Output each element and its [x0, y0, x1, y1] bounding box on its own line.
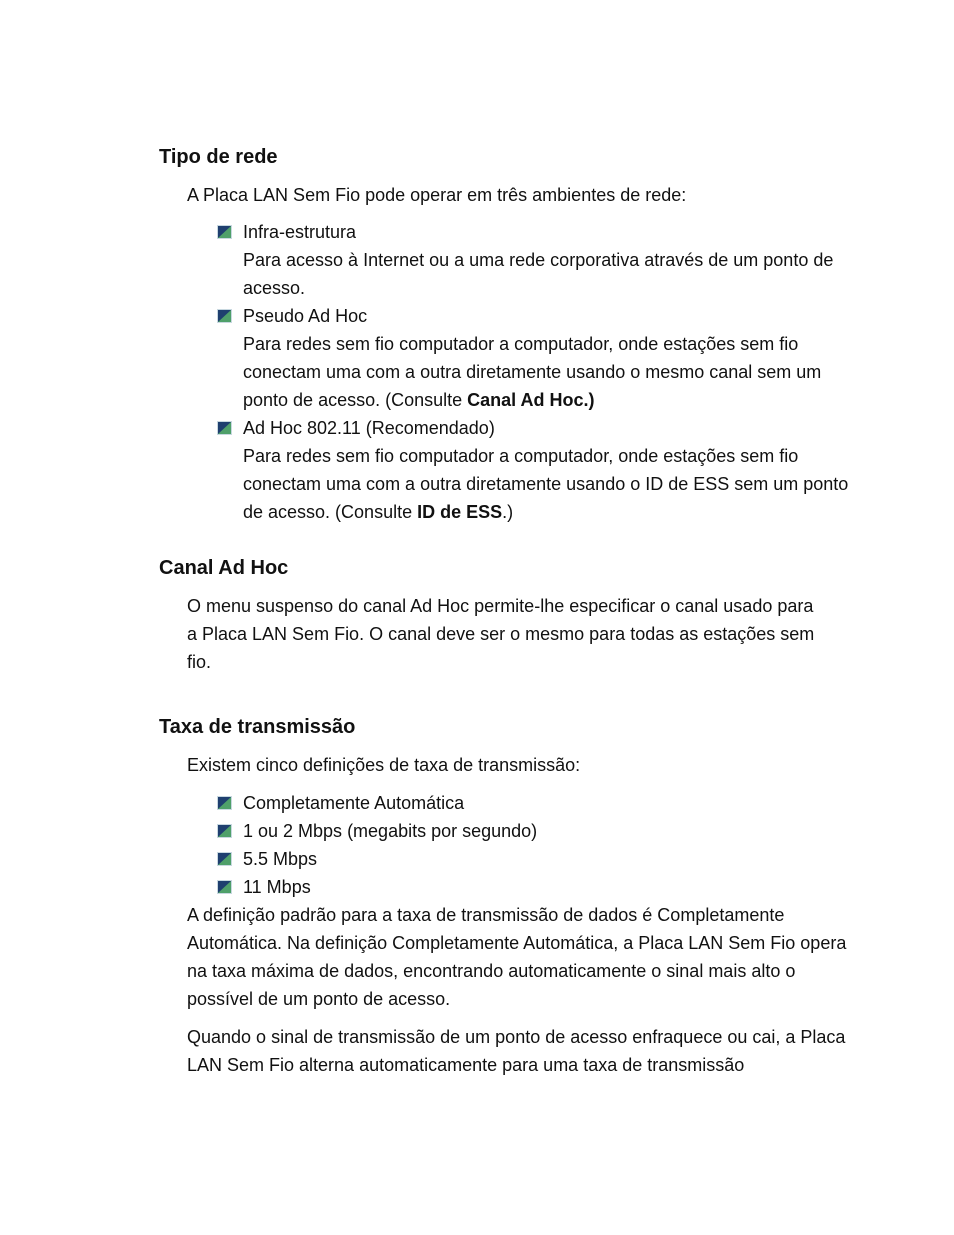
bullet-square-icon — [217, 852, 232, 866]
bullet-square-icon — [217, 421, 232, 435]
item-title: 5.5 Mbps — [243, 849, 318, 869]
section-heading-tipo-de-rede: Tipo de rede — [159, 146, 278, 168]
bullet-square-icon — [217, 796, 232, 810]
item-title: Pseudo Ad Hoc — [243, 306, 368, 326]
item-title: Completamente Automática — [243, 793, 465, 813]
item-title: Infra-estrutura — [243, 222, 357, 242]
item-description — [243, 442, 857, 526]
list-item — [217, 218, 857, 302]
taxa-paragraph-1: A definição padrão para a taxa de transmissão de dados é Completamente Automática. Na definição Completamente Automática, a Placa LAN Sem Fio opera na taxa máxima de dados, encontrando automaticamente o sinal mais alto o possível de um ponto de acesso. — [187, 905, 847, 1009]
item-title: Ad Hoc 802.11 (Recomendado) — [243, 418, 495, 438]
item-title: 11 Mbps — [243, 877, 311, 897]
item-description-end: .) — [502, 502, 514, 522]
taxa-intro: Existem cinco definições de taxa de transmissão: — [187, 755, 581, 775]
list-item — [217, 817, 857, 845]
cross-reference-canal-ad-hoc: Canal Ad Hoc.) — [467, 390, 595, 410]
bullet-square-icon — [217, 225, 232, 239]
taxa-paragraph-2: Quando o sinal de transmissão de um ponto de acesso enfraquece ou cai, a Placa LAN Sem Fio alterna automaticamente para uma taxa de transmissão — [187, 1027, 846, 1075]
item-description-text: Para redes sem fio computador a computador, onde estações sem fio conectam uma com a outra diretamente usando o ID de ESS sem um ponto de acesso. (Consulte — [243, 446, 849, 522]
bullet-square-icon — [217, 824, 232, 838]
item-description: Para acesso à Internet ou a uma rede corporativa através de um ponto de acesso. — [243, 250, 834, 298]
bullet-square-icon — [217, 309, 232, 323]
cross-reference-id-de-ess: ID de ESS — [417, 502, 503, 522]
tipo-de-rede-intro: A Placa LAN Sem Fio pode operar em três ambientes de rede: — [187, 185, 687, 205]
transmission-rate-list — [217, 789, 857, 901]
list-item — [217, 414, 857, 526]
list-item — [217, 302, 857, 414]
bullet-square-icon — [217, 880, 232, 894]
list-item — [217, 873, 857, 901]
list-item — [217, 789, 857, 817]
canal-ad-hoc-body: O menu suspenso do canal Ad Hoc permite-lhe especificar o canal usado para a Placa LAN Sem Fio. O canal deve ser o mesmo para todas as estações sem fio. — [187, 596, 815, 672]
section-heading-taxa-de-transmissao: Taxa de transmissão — [159, 716, 356, 738]
network-type-list — [217, 218, 857, 526]
item-description-text: Para redes sem fio computador a computador, onde estações sem fio conectam uma com a outra diretamente usando o mesmo canal sem um ponto de acesso. (Consulte — [243, 334, 822, 410]
item-title: 1 ou 2 Mbps (megabits por segundo) — [243, 821, 538, 841]
item-description — [243, 330, 857, 414]
section-heading-canal-ad-hoc: Canal Ad Hoc — [159, 557, 289, 579]
list-item — [217, 845, 857, 873]
